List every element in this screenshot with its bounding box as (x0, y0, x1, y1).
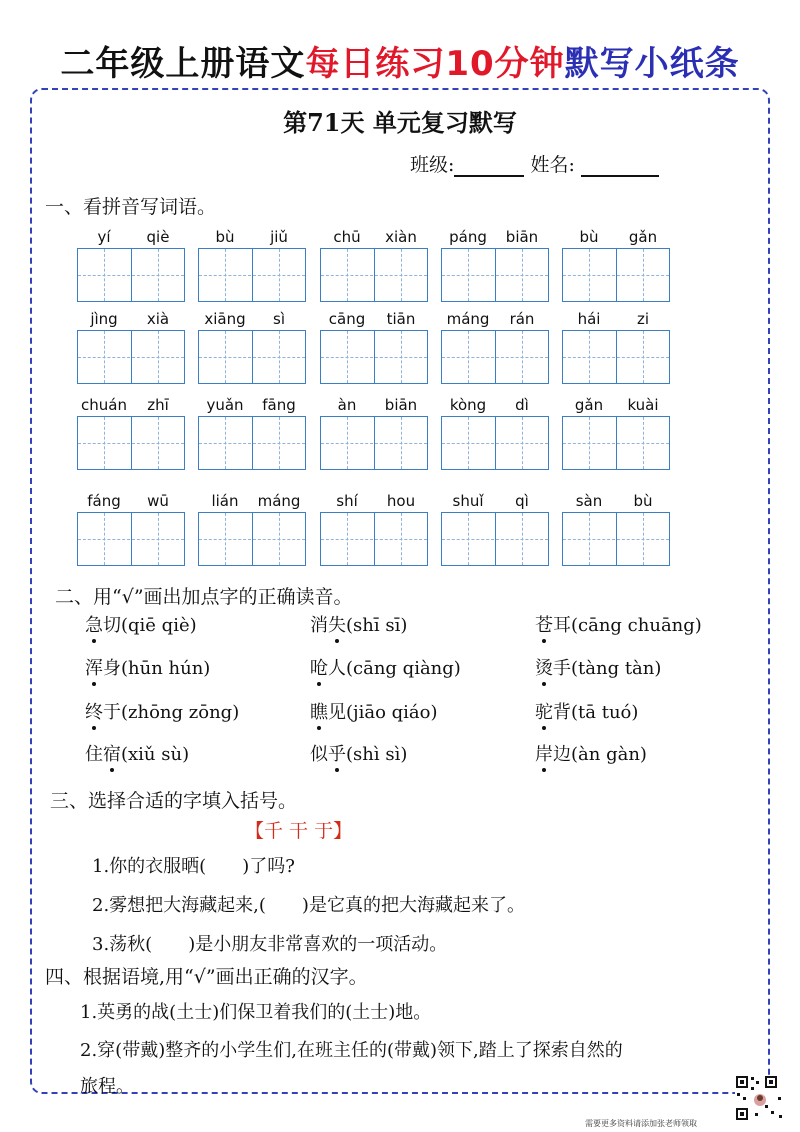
pinyin-syllable: bù (579, 228, 599, 246)
pinyin-syllable: rán (509, 310, 535, 328)
pinyin-syllable: dì (515, 396, 529, 414)
grid-row (77, 310, 677, 390)
pinyin-syllable: biān (505, 228, 539, 246)
dotted-character: 宿 (103, 740, 121, 766)
pinyin-word (198, 492, 306, 572)
pinyin-word (441, 492, 549, 572)
pinyin-syllable: tiān (386, 310, 416, 328)
pronunciation-item[interactable] (310, 611, 407, 637)
s4-line-3: 旅程。 (80, 1076, 134, 1097)
writing-box[interactable] (562, 512, 670, 566)
pinyin-syllable: qiè (146, 228, 170, 246)
character-choices: 【千 干 于】 (245, 820, 353, 842)
writing-box[interactable] (320, 248, 428, 302)
item-suffix: 耳(cāng chuāng) (553, 615, 702, 636)
pinyin-syllable: bù (633, 492, 653, 510)
pronunciation-item[interactable] (535, 740, 647, 766)
dotted-character: 急 (85, 611, 103, 637)
dotted-character: 岸 (535, 740, 553, 766)
section2-title: 二、用“√”画出加点字的正确读音。 (55, 586, 353, 608)
pinyin-word (320, 228, 428, 308)
pinyin-syllable: yuǎn (206, 396, 244, 414)
item-suffix: 切(qiē qiè) (103, 615, 197, 636)
writing-box[interactable] (441, 416, 549, 470)
item-suffix: (shì sì) (346, 744, 408, 765)
pinyin-syllable: xiāng (204, 310, 246, 328)
writing-box[interactable] (562, 248, 670, 302)
writing-box[interactable] (198, 330, 306, 384)
dotted-character: 呛 (310, 654, 328, 680)
item-prefix: 住 (85, 744, 103, 765)
pinyin-syllable: qì (515, 492, 529, 510)
pinyin-syllable: máng (257, 492, 301, 510)
pinyin-syllable: jìng (90, 310, 118, 328)
item-suffix: 于(zhōng zōng) (103, 702, 240, 723)
grid-row (77, 396, 677, 476)
footer-note: 需要更多资料请添加张老师领取 (585, 1119, 697, 1128)
writing-box[interactable] (198, 512, 306, 566)
writing-box[interactable] (441, 330, 549, 384)
pronunciation-item[interactable] (85, 611, 197, 637)
pinyin-syllable: zi (636, 310, 650, 328)
item-prefix: 似 (310, 744, 328, 765)
pinyin-syllable: fáng (87, 492, 121, 510)
pinyin-syllable: lián (211, 492, 239, 510)
pinyin-syllable: sì (273, 310, 285, 328)
item-suffix: 人(cāng qiàng) (328, 658, 461, 679)
pinyin-syllable: cāng (328, 310, 366, 328)
pronunciation-item[interactable] (310, 740, 407, 766)
pinyin-syllable: máng (446, 310, 490, 328)
pinyin-syllable: chū (333, 228, 361, 246)
pinyin-syllable: shuǐ (452, 492, 484, 510)
writing-box[interactable] (562, 416, 670, 470)
s3-line-3: 3.荡秋( )是小朋友非常喜欢的一项活动。 (92, 934, 448, 955)
header-dictation: 默写小纸条 (564, 44, 740, 84)
pinyin-word (198, 396, 306, 476)
class-name-line (410, 150, 659, 177)
dotted-character: 失 (328, 611, 346, 637)
pronunciation-item[interactable] (535, 611, 702, 637)
dotted-character: 烫 (535, 654, 553, 680)
pinyin-syllable: kuài (627, 396, 659, 414)
dotted-character: 驼 (535, 698, 553, 724)
pinyin-word (441, 310, 549, 390)
writing-box[interactable] (441, 512, 549, 566)
pronunciation-item[interactable] (535, 698, 638, 724)
dotted-character: 苍 (535, 611, 553, 637)
item-suffix: 手(tàng tàn) (553, 658, 662, 679)
dotted-character: 浑 (85, 654, 103, 680)
pinyin-syllable: fāng (262, 396, 296, 414)
section4-title: 四、根据语境,用“√”画出正确的汉字。 (45, 966, 368, 988)
pinyin-syllable: xiàn (385, 228, 417, 246)
pronunciation-item[interactable] (85, 740, 189, 766)
writing-box[interactable] (77, 416, 185, 470)
header-daily: 每日练习10分钟 (305, 44, 565, 84)
pinyin-syllable: jiǔ (270, 228, 288, 246)
writing-box[interactable] (320, 512, 428, 566)
dotted-character: 乎 (328, 740, 346, 766)
pinyin-syllable: yí (97, 228, 111, 246)
class-label: 班级: (410, 154, 455, 176)
item-suffix: (xiǔ sù) (121, 744, 190, 765)
pinyin-word (320, 310, 428, 390)
pinyin-syllable: xià (146, 310, 170, 328)
pinyin-word (77, 492, 185, 572)
writing-box[interactable] (441, 248, 549, 302)
item-suffix: 身(hūn hún) (103, 658, 211, 679)
writing-box[interactable] (320, 416, 428, 470)
pronunciation-item[interactable] (310, 698, 438, 724)
s4-line-2: 2.穿(带戴)整齐的小学生们,在班主任的(带戴)领下,踏上了探索自然的 (80, 1040, 623, 1061)
dotted-character: 瞧 (310, 698, 328, 724)
writing-box[interactable] (562, 330, 670, 384)
pinyin-word (441, 228, 549, 308)
pinyin-word (198, 310, 306, 390)
item-prefix: 消 (310, 615, 328, 636)
s3-line-2: 2.雾想把大海藏起来,( )是它真的把大海藏起来了。 (92, 895, 525, 916)
item-suffix: 边(àn gàn) (553, 744, 647, 765)
dotted-character: 终 (85, 698, 103, 724)
pinyin-syllable: biān (384, 396, 418, 414)
pinyin-word (320, 492, 428, 572)
s3-line-1: 1.你的衣服晒( )了吗? (92, 856, 295, 877)
section3-title: 三、选择合适的字填入括号。 (50, 790, 298, 812)
pinyin-syllable: bù (215, 228, 235, 246)
page-header (0, 36, 800, 85)
pinyin-syllable: gǎn (574, 396, 604, 414)
grid-row (77, 228, 677, 308)
name-label: 姓名: (530, 154, 575, 176)
grid-row (77, 492, 677, 572)
day-title: 第71天 单元复习默写 (283, 108, 517, 137)
item-suffix: 见(jiāo qiáo) (328, 702, 438, 723)
pronunciation-item[interactable] (85, 698, 239, 724)
pinyin-word (77, 228, 185, 308)
pinyin-word (562, 396, 670, 476)
pinyin-word (198, 228, 306, 308)
writing-box[interactable] (198, 416, 306, 470)
pinyin-syllable: gǎn (628, 228, 658, 246)
header-grade: 二年级上册语文 (60, 44, 306, 84)
pinyin-syllable: hou (386, 492, 416, 510)
pinyin-word (320, 396, 428, 476)
writing-box[interactable] (320, 330, 428, 384)
pinyin-word (441, 396, 549, 476)
pinyin-syllable: wū (147, 492, 169, 510)
writing-box[interactable] (77, 248, 185, 302)
pronunciation-item[interactable] (535, 654, 661, 680)
pronunciation-item[interactable] (85, 654, 210, 680)
pinyin-word (77, 396, 185, 476)
pinyin-word (77, 310, 185, 390)
writing-box[interactable] (77, 330, 185, 384)
item-suffix: 背(tā tuó) (553, 702, 639, 723)
section1-title: 一、看拼音写词语。 (45, 196, 217, 218)
pinyin-word (562, 310, 670, 390)
name-field[interactable] (581, 157, 659, 177)
class-field[interactable] (454, 157, 524, 177)
pinyin-syllable: shí (336, 492, 358, 510)
writing-box[interactable] (77, 512, 185, 566)
pinyin-syllable: hái (577, 310, 601, 328)
s4-line-1: 1.英勇的战(土士)们保卫着我们的(土士)地。 (80, 1002, 432, 1023)
pinyin-word (562, 228, 670, 308)
qr-code-icon (735, 1075, 785, 1121)
item-suffix: (shī sī) (346, 615, 408, 636)
pinyin-syllable: àn (337, 396, 357, 414)
pinyin-syllable: sàn (575, 492, 603, 510)
pinyin-word (562, 492, 670, 572)
pronunciation-item[interactable] (310, 654, 461, 680)
pinyin-syllable: páng (449, 228, 487, 246)
writing-box[interactable] (198, 248, 306, 302)
pinyin-syllable: chuán (81, 396, 127, 414)
pinyin-syllable: kòng (449, 396, 487, 414)
pinyin-syllable: zhī (147, 396, 169, 414)
